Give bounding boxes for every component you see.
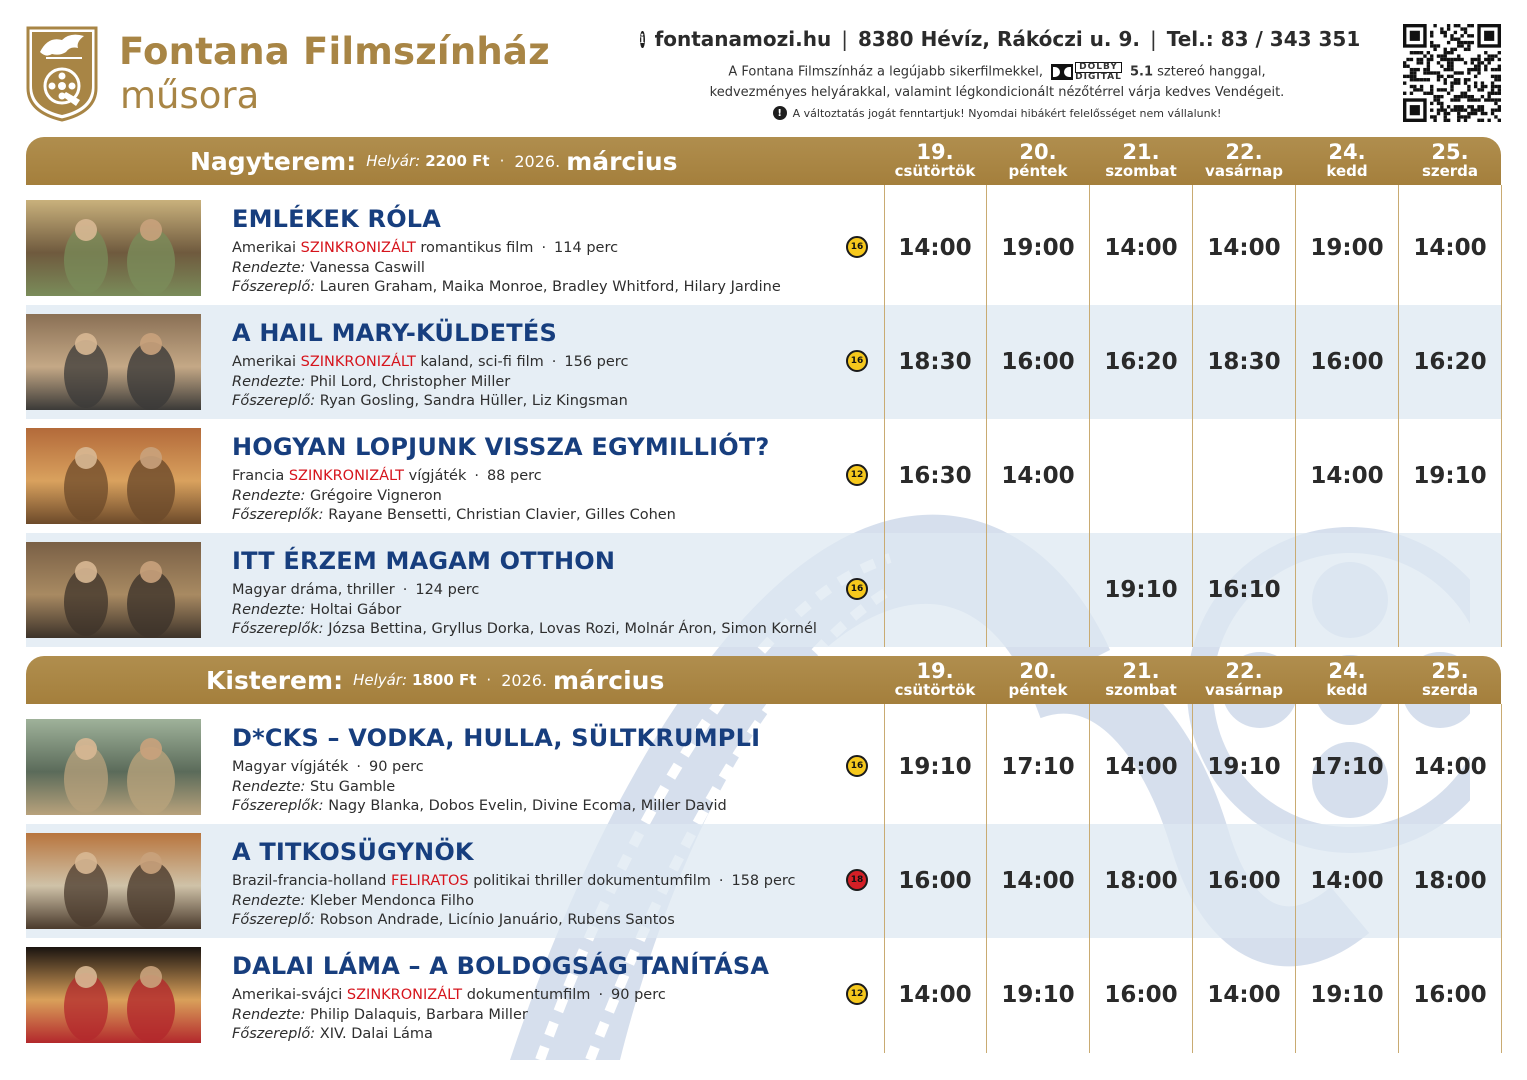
day-number: 24. — [1328, 140, 1366, 164]
language-tag: SZINKRONIZÁLT — [300, 354, 416, 370]
showtime[interactable]: 16:20 — [1104, 349, 1178, 375]
day-column-header — [884, 141, 986, 179]
film-title[interactable]: D*CKS – VODKA, HULLA, SÜLTKRUMPLI — [232, 724, 761, 752]
column-divider — [1089, 704, 1090, 1053]
separator: | — [1150, 27, 1157, 51]
day-name: csütörtök — [894, 162, 976, 180]
director-line — [232, 488, 442, 504]
day-number: 22. — [1225, 659, 1263, 683]
separator-dot: · — [356, 759, 361, 775]
cast-label: Főszereplő: — [232, 279, 316, 295]
phone-text: Tel.: 83 / 343 351 — [1166, 27, 1361, 51]
day-column-header — [987, 141, 1089, 179]
separator: | — [841, 27, 848, 51]
film-duration: 158 perc — [731, 873, 796, 889]
separator-dot: · — [598, 987, 604, 1003]
website-link[interactable]: fontanamozi.hu — [654, 27, 832, 51]
film-duration: 156 perc — [564, 354, 629, 370]
film-row[interactable] — [26, 419, 1501, 533]
day-name: kedd — [1326, 162, 1368, 180]
separator-dot: · — [551, 354, 557, 370]
showtime[interactable]: 19:10 — [1104, 577, 1178, 603]
year-text: 2026. — [501, 670, 548, 690]
day-column-header — [884, 660, 986, 698]
column-divider — [1295, 704, 1296, 1053]
showtime[interactable]: 17:10 — [1001, 754, 1075, 780]
intro-text — [640, 62, 1354, 103]
showtime[interactable]: 16:00 — [1207, 868, 1281, 894]
column-divider — [986, 704, 987, 1053]
film-title[interactable]: A TITKOSÜGYNÖK — [232, 838, 474, 866]
film-info-line — [232, 987, 666, 1003]
film-genre: vígjáték — [290, 759, 349, 775]
day-column-header — [1193, 660, 1295, 698]
brand-subtitle: műsora — [120, 74, 260, 117]
day-number: 21. — [1122, 659, 1160, 683]
showtime[interactable]: 19:10 — [1001, 982, 1075, 1008]
film-poster-thumbnail[interactable] — [26, 719, 201, 815]
age-rating-badge: 12 — [846, 983, 868, 1005]
warning-icon: ! — [773, 106, 787, 120]
film-origin: Magyar — [232, 759, 287, 775]
film-genre: romantikus film — [420, 240, 534, 256]
showtime[interactable]: 14:00 — [1310, 868, 1384, 894]
day-number: 20. — [1019, 140, 1057, 164]
day-number: 25. — [1431, 659, 1469, 683]
day-column-header — [1399, 660, 1501, 698]
day-name: szombat — [1105, 162, 1177, 180]
cast-names: Józsa Bettina, Gryllus Dorka, Lovas Rozi, Molnár Áron, Simon Kornél — [328, 621, 817, 637]
column-divider — [1398, 704, 1399, 1053]
intro-line2: kedvezményes helyárakkal, valamint légkondicionált nézőtérrel várja kedves Vendégeit. — [709, 84, 1285, 100]
day-name: péntek — [1008, 681, 1068, 699]
month-text: március — [566, 146, 678, 176]
film-info-line — [232, 468, 542, 484]
film-row[interactable] — [26, 938, 1501, 1052]
film-poster-thumbnail[interactable] — [26, 947, 201, 1043]
showtime[interactable]: 19:00 — [1310, 235, 1384, 261]
film-title[interactable]: HOGYAN LOPJUNK VISSZA EGYMILLIÓT? — [232, 433, 770, 461]
showtime[interactable]: 14:00 — [1310, 463, 1384, 489]
column-divider — [1192, 704, 1193, 1053]
showtime[interactable]: 19:00 — [1001, 235, 1075, 261]
separator-dot: · — [474, 468, 479, 484]
film-genre: kaland, sci-fi film — [420, 354, 544, 370]
showtime[interactable]: 19:10 — [1207, 754, 1281, 780]
dolby-icon — [1051, 64, 1073, 80]
cast-names: Nagy Blanka, Dobos Evelin, Divine Ecoma, Miller David — [328, 798, 727, 814]
cast-label: Főszereplő: — [232, 1026, 316, 1042]
cast-names: Robson Andrade, Licínio Januário, Rubens Santos — [319, 912, 675, 928]
dolby-top-text: DOLBY — [1075, 62, 1122, 73]
language-tag: SZINKRONIZÁLT — [346, 987, 463, 1003]
cast-line — [232, 507, 676, 523]
showtime[interactable]: 14:00 — [1207, 982, 1281, 1008]
showtime[interactable]: 14:00 — [1207, 235, 1281, 261]
day-name: szombat — [1105, 681, 1177, 699]
director-line — [232, 893, 474, 909]
showtime[interactable]: 18:30 — [1207, 349, 1281, 375]
director-line — [232, 374, 510, 390]
column-divider — [884, 185, 885, 647]
age-rating-badge: 16 — [846, 350, 868, 372]
column-divider — [1192, 185, 1193, 647]
day-name: vasárnap — [1205, 162, 1283, 180]
separator-dot: · — [718, 873, 724, 889]
day-name: szerda — [1421, 681, 1479, 699]
day-number: 20. — [1019, 659, 1057, 683]
film-origin: Brazil-francia-holland — [232, 873, 387, 889]
showtime[interactable]: 19:10 — [898, 754, 972, 780]
film-poster-thumbnail[interactable] — [26, 833, 201, 929]
director-name: Phil Lord, Christopher Miller — [310, 374, 511, 390]
showtime[interactable]: 14:00 — [898, 235, 972, 261]
showtime[interactable]: 16:00 — [1413, 982, 1487, 1008]
separator-dot: · — [402, 582, 408, 598]
dolby-bottom-text: DIGITAL — [1075, 72, 1122, 82]
cast-label: Főszereplők: — [232, 621, 324, 637]
disclaimer — [640, 106, 1354, 120]
film-poster-thumbnail[interactable] — [26, 314, 201, 410]
cast-line — [232, 393, 628, 409]
film-row[interactable] — [26, 710, 1501, 824]
section-header — [26, 137, 1501, 185]
film-row[interactable] — [26, 305, 1501, 419]
film-title[interactable]: ITT ÉRZEM MAGAM OTTHON — [232, 547, 616, 575]
film-title[interactable]: EMLÉKEK RÓLA — [232, 205, 442, 233]
cast-line — [232, 1026, 433, 1042]
cast-label: Főszereplők: — [232, 507, 324, 523]
film-row[interactable] — [26, 533, 1501, 647]
column-divider — [1398, 185, 1399, 647]
cast-line — [232, 912, 675, 928]
film-duration: 88 perc — [486, 468, 542, 484]
dolby-number: 5.1 — [1129, 64, 1154, 80]
age-rating-badge: 16 — [846, 578, 868, 600]
showtime[interactable]: 14:00 — [1001, 463, 1075, 489]
info-icon: i — [640, 32, 645, 46]
day-column-header — [1193, 141, 1295, 179]
director-label: Rendezte: — [232, 260, 306, 276]
day-column-header — [1090, 660, 1192, 698]
cast-line — [232, 279, 781, 295]
director-name: Stu Gamble — [310, 779, 396, 795]
director-name: Grégoire Vigneron — [310, 488, 442, 504]
film-poster-thumbnail[interactable] — [26, 200, 201, 296]
section-title — [206, 656, 664, 704]
column-divider — [1501, 704, 1502, 1053]
language-tag: SZINKRONIZÁLT — [300, 240, 416, 256]
age-rating-badge: 16 — [846, 236, 868, 258]
price-value: 1800 Ft — [412, 671, 477, 689]
day-name: szerda — [1421, 162, 1479, 180]
film-genre: vígjáték — [408, 468, 467, 484]
film-genre: dokumentumfilm — [466, 987, 591, 1003]
day-number: 22. — [1225, 140, 1263, 164]
age-rating-badge: 18 — [846, 869, 868, 891]
director-label: Rendezte: — [232, 374, 306, 390]
showtime[interactable]: 16:20 — [1413, 349, 1487, 375]
film-row[interactable] — [26, 824, 1501, 938]
column-divider — [1295, 185, 1296, 647]
director-name: Vanessa Caswill — [310, 260, 425, 276]
separator-dot: · — [541, 240, 547, 256]
intro-part2: sztereó hanggal, — [1157, 64, 1266, 80]
film-duration: 90 perc — [368, 759, 424, 775]
cast-names: Rayane Bensetti, Christian Clavier, Gilles Cohen — [328, 507, 676, 523]
cast-names: XIV. Dalai Láma — [319, 1026, 433, 1042]
cast-label: Főszereplő: — [232, 912, 316, 928]
hall-name: Kisterem: — [206, 665, 344, 695]
separator-dot: · — [486, 671, 492, 689]
film-origin: Amerikai-svájci — [232, 987, 343, 1003]
director-line — [232, 260, 425, 276]
day-column-header — [1296, 141, 1398, 179]
showtime[interactable]: 18:00 — [1104, 868, 1178, 894]
showtime[interactable]: 16:00 — [898, 868, 972, 894]
director-line — [232, 602, 401, 618]
showtime[interactable]: 14:00 — [1413, 235, 1487, 261]
showtime[interactable]: 18:00 — [1413, 868, 1487, 894]
column-divider — [986, 185, 987, 647]
separator-dot: · — [499, 152, 505, 170]
day-column-header — [1090, 141, 1192, 179]
section-header — [26, 656, 1501, 704]
showtime[interactable]: 14:00 — [898, 982, 972, 1008]
film-info-line — [232, 759, 424, 775]
cast-line — [232, 798, 727, 814]
director-label: Rendezte: — [232, 488, 306, 504]
showtime[interactable]: 16:30 — [898, 463, 972, 489]
column-divider — [884, 704, 885, 1053]
showtime[interactable]: 17:10 — [1310, 754, 1384, 780]
cinema-logo — [26, 26, 98, 122]
director-name: Kleber Mendonca Filho — [310, 893, 474, 909]
day-name: péntek — [1008, 162, 1068, 180]
contact-line — [640, 27, 1360, 51]
day-name: csütörtök — [894, 681, 976, 699]
film-origin: Amerikai — [232, 354, 297, 370]
film-origin: Francia — [232, 468, 285, 484]
day-name: vasárnap — [1205, 681, 1283, 699]
film-row[interactable] — [26, 191, 1501, 305]
cast-label: Főszereplő: — [232, 393, 316, 409]
director-name: Philip Dalaquis, Barbara Miller — [310, 1007, 528, 1023]
day-number: 21. — [1122, 140, 1160, 164]
showtime[interactable]: 19:10 — [1413, 463, 1487, 489]
director-label: Rendezte: — [232, 1007, 306, 1023]
price-label: Helyár: — [366, 152, 421, 170]
film-info-line — [232, 354, 628, 370]
showtime[interactable]: 16:10 — [1207, 577, 1281, 603]
film-title[interactable]: DALAI LÁMA – A BOLDOGSÁG TANÍTÁSA — [232, 952, 770, 980]
film-info-line — [232, 240, 618, 256]
director-label: Rendezte: — [232, 779, 306, 795]
language-tag: FELIRATOS — [390, 873, 469, 889]
film-origin: Amerikai — [232, 240, 297, 256]
cast-names: Ryan Gosling, Sandra Hüller, Liz Kingsman — [319, 393, 628, 409]
showtime[interactable]: 16:00 — [1104, 982, 1178, 1008]
showtime[interactable]: 16:00 — [1310, 349, 1384, 375]
day-column-header — [1296, 660, 1398, 698]
day-number: 19. — [916, 140, 954, 164]
showtime[interactable]: 14:00 — [1001, 868, 1075, 894]
showtime[interactable]: 14:00 — [1413, 754, 1487, 780]
film-duration: 114 perc — [554, 240, 619, 256]
year-text: 2026. — [514, 151, 561, 171]
address-text: 8380 Hévíz, Rákóczi u. 9. — [857, 27, 1140, 51]
director-line — [232, 1007, 528, 1023]
day-column-header — [1399, 141, 1501, 179]
director-name: Holtai Gábor — [310, 602, 402, 618]
month-text: március — [553, 665, 665, 695]
intro-part1: A Fontana Filmszínház a legújabb sikerfilmekkel, — [728, 64, 1043, 80]
film-genre: dráma, thriller — [290, 582, 395, 598]
showtime[interactable]: 16:00 — [1001, 349, 1075, 375]
film-duration: 90 perc — [611, 987, 666, 1003]
column-divider — [1501, 185, 1502, 647]
film-genre: politikai thriller dokumentumfilm — [473, 873, 711, 889]
director-label: Rendezte: — [232, 893, 306, 909]
language-tag: SZINKRONIZÁLT — [288, 468, 404, 484]
showtime[interactable]: 14:00 — [1104, 754, 1178, 780]
film-info-line — [232, 873, 796, 889]
brand-title: Fontana Filmszínház — [119, 30, 550, 73]
price-label: Helyár: — [353, 671, 408, 689]
day-number: 24. — [1328, 659, 1366, 683]
section-title — [190, 137, 678, 185]
film-poster-thumbnail[interactable] — [26, 428, 201, 524]
film-info-line — [232, 582, 479, 598]
disclaimer-text: A változtatás jogát fenntartjuk! Nyomdai hibákért felelősséget nem vállalunk! — [792, 106, 1222, 120]
day-number: 19. — [916, 659, 954, 683]
film-origin: Magyar — [232, 582, 287, 598]
dolby-digital-logo — [1051, 62, 1122, 82]
hall-name: Nagyterem: — [190, 146, 357, 176]
day-column-header — [987, 660, 1089, 698]
showtime[interactable]: 18:30 — [898, 349, 972, 375]
column-divider — [1089, 185, 1090, 647]
cast-line — [232, 621, 817, 637]
film-duration: 124 perc — [415, 582, 480, 598]
age-rating-badge: 12 — [846, 464, 868, 486]
cast-label: Főszereplők: — [232, 798, 324, 814]
film-poster-thumbnail[interactable] — [26, 542, 201, 638]
day-name: kedd — [1326, 681, 1368, 699]
director-label: Rendezte: — [232, 602, 306, 618]
showtime[interactable]: 14:00 — [1104, 235, 1178, 261]
showtime[interactable]: 19:10 — [1310, 982, 1384, 1008]
price-value: 2200 Ft — [425, 152, 490, 170]
film-title[interactable]: A HAIL MARY-KÜLDETÉS — [232, 319, 557, 347]
cast-names: Lauren Graham, Maika Monroe, Bradley Whitford, Hilary Jardine — [319, 279, 781, 295]
director-line — [232, 779, 395, 795]
qr-code[interactable] — [1403, 24, 1501, 122]
day-number: 25. — [1431, 140, 1469, 164]
age-rating-badge: 16 — [846, 755, 868, 777]
